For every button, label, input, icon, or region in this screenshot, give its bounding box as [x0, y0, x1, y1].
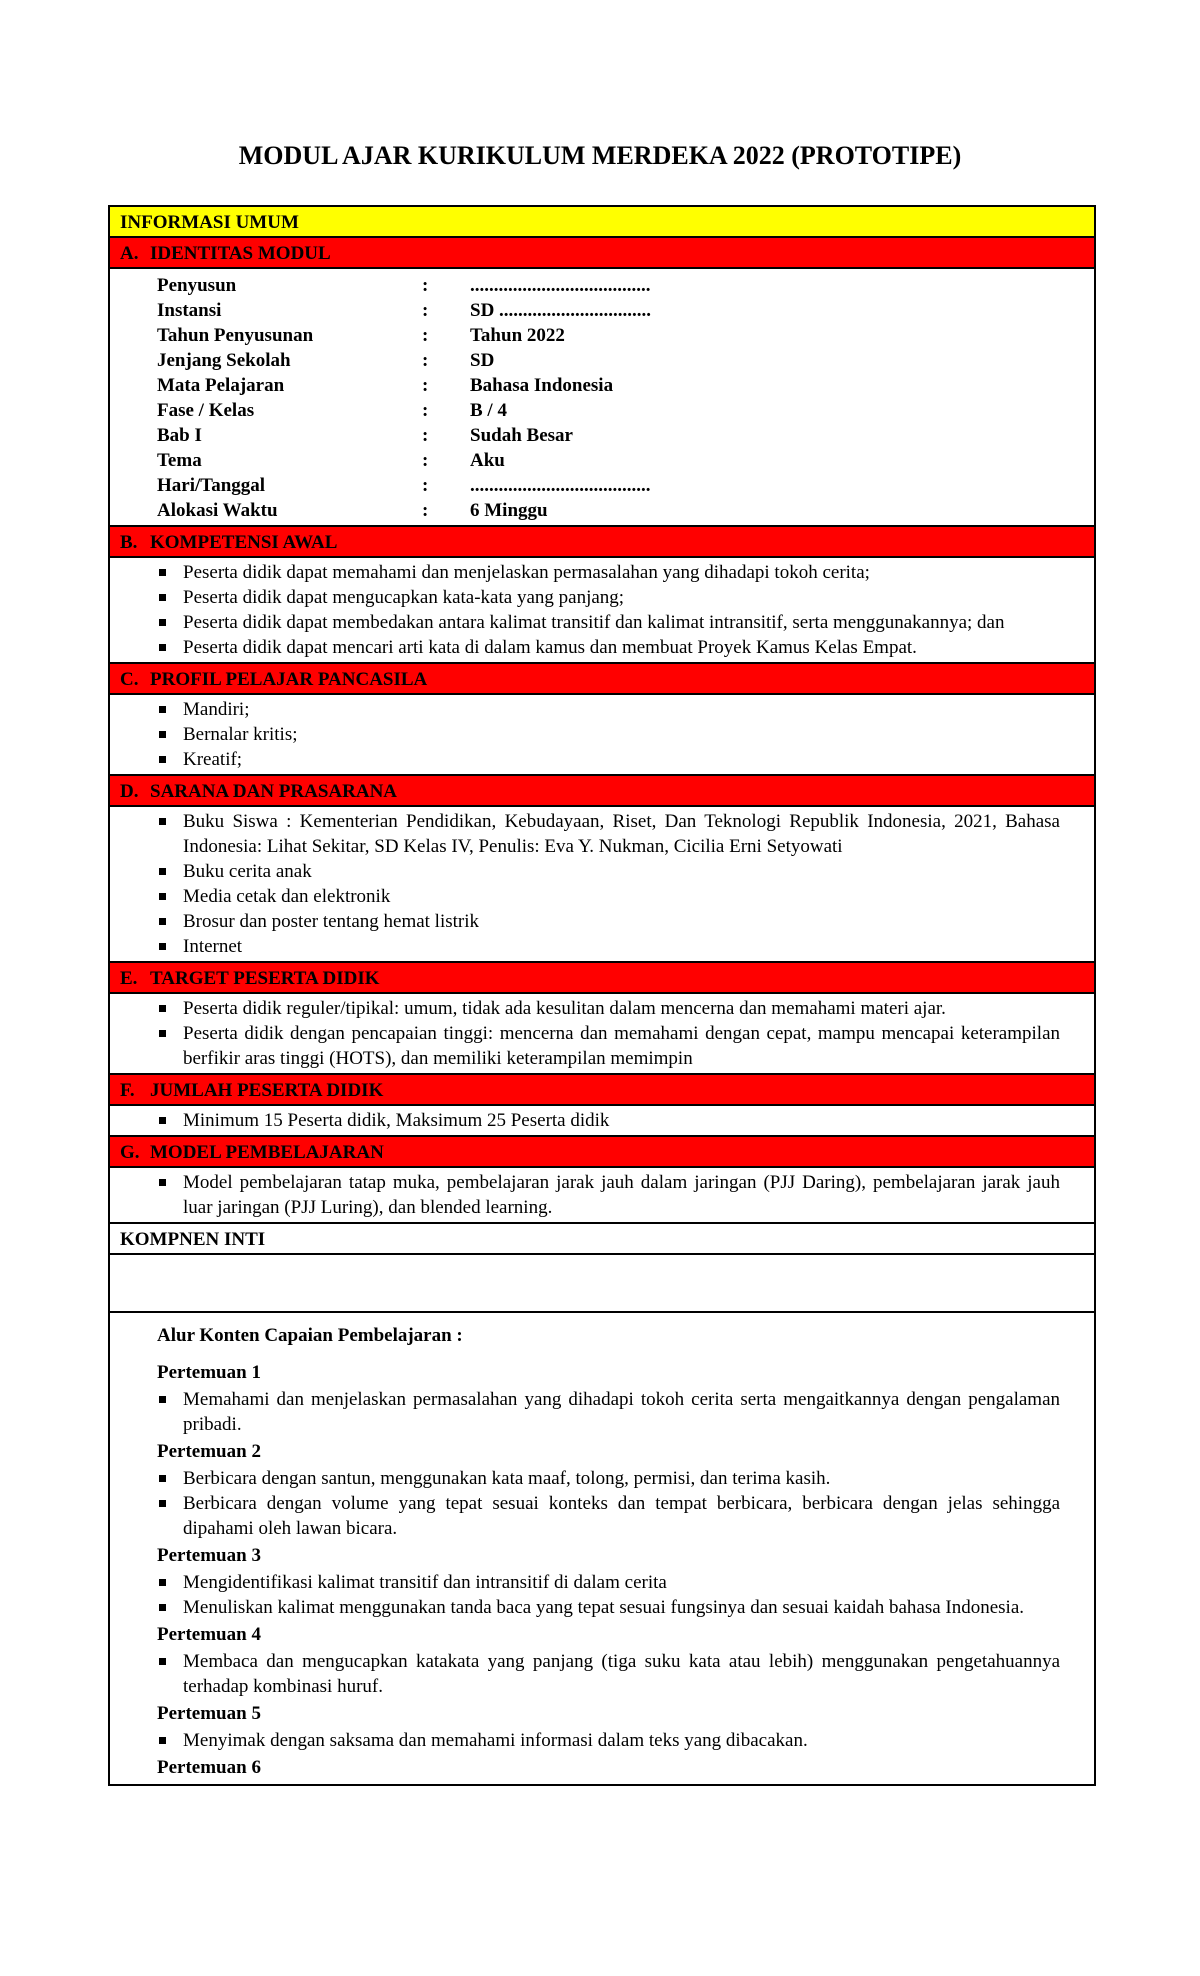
- identitas-value: Aku: [470, 450, 505, 471]
- identitas-row: [157, 373, 1094, 398]
- empty-row: [110, 1255, 1094, 1313]
- list-item: Peserta didik dapat mencari arti kata di dalam kamus dan membuat Proyek Kamus Kelas Empat.: [157, 635, 1060, 660]
- identitas-key: Instansi: [157, 300, 222, 321]
- identitas-row: [157, 423, 1094, 448]
- pertemuan-label: Pertemuan 5: [157, 1703, 261, 1724]
- list-item: Buku Siswa : Kementerian Pendidikan, Kebudayaan, Riset, Dan Teknologi Republik Indonesia, 2021, Bahasa Indonesia: Lihat Sekitar, SD Kelas IV, Penulis: Eva Y. Nukman, Cicilia Erni Setyowati: [157, 809, 1060, 859]
- section-title: PROFIL PELAJAR PANCASILA: [150, 669, 428, 690]
- section-title: IDENTITAS MODUL: [150, 243, 331, 264]
- identitas-key: Fase / Kelas: [157, 400, 255, 421]
- profil-body: [110, 695, 1094, 776]
- identitas-colon: :: [422, 325, 429, 346]
- target-list: [110, 994, 1094, 1073]
- section-title: KOMPETENSI AWAL: [150, 532, 338, 553]
- identitas-value: Bahasa Indonesia: [470, 375, 614, 396]
- kompetensi-awal-body: [110, 558, 1094, 664]
- sarana-body: [110, 807, 1094, 963]
- identitas-colon: :: [422, 450, 429, 471]
- section-title: TARGET PESERTA DIDIK: [150, 968, 380, 989]
- identitas-value: Sudah Besar: [470, 425, 573, 446]
- list-item: Bernalar kritis;: [157, 722, 1060, 747]
- page-title: MODUL AJAR KURIKULUM MERDEKA 2022 (PROTOTIPE): [238, 141, 962, 170]
- section-header-b: [110, 527, 1094, 558]
- pertemuan-label: Pertemuan 1: [157, 1362, 261, 1383]
- section-letter: A.: [120, 243, 139, 264]
- profil-list: [110, 695, 1094, 774]
- identitas-row: [157, 273, 1094, 298]
- kompnen-inti-header: KOMPNEN INTI: [110, 1224, 1094, 1255]
- identitas-colon: :: [422, 275, 429, 296]
- target-body: [110, 994, 1094, 1075]
- section-letter: F.: [120, 1080, 135, 1101]
- pertemuan-label: Pertemuan 3: [157, 1545, 261, 1566]
- pertemuan-list: [157, 1568, 1060, 1622]
- list-item: Media cetak dan elektronik: [157, 884, 1060, 909]
- module-table: [108, 205, 1096, 1786]
- identitas-key: Alokasi Waktu: [157, 500, 278, 521]
- pertemuan-list: [157, 1464, 1060, 1543]
- identitas-colon: :: [422, 375, 429, 396]
- identitas-key: Penyusun: [157, 275, 237, 296]
- identitas-key: Mata Pelajaran: [157, 375, 285, 396]
- identitas-colon: :: [422, 425, 429, 446]
- list-item: Brosur dan poster tentang hemat listrik: [157, 909, 1060, 934]
- list-item: Membaca dan mengucapkan katakata yang panjang (tiga suku kata atau lebih) menggunakan pengetahuannya terhadap kombinasi huruf.: [157, 1649, 1060, 1699]
- list-item: Menyimak dengan saksama dan memahami informasi dalam teks yang dibacakan.: [157, 1728, 1060, 1753]
- model-body: [110, 1168, 1094, 1224]
- list-item: Menuliskan kalimat menggunakan tanda baca yang tepat sesuai fungsinya dan sesuai kaidah bahasa Indonesia.: [157, 1595, 1060, 1620]
- list-item: Mengidentifikasi kalimat transitif dan intransitif di dalam cerita: [157, 1570, 1060, 1595]
- section-letter: E.: [120, 968, 138, 989]
- pertemuan-list: [157, 1647, 1060, 1701]
- identitas-value: SD ................................: [470, 300, 652, 321]
- section-title: SARANA DAN PRASARANA: [150, 781, 398, 802]
- identitas-list: [110, 269, 1094, 527]
- list-item: Mandiri;: [157, 697, 1060, 722]
- section-header-a: [110, 238, 1094, 269]
- model-list: [110, 1168, 1094, 1222]
- identitas-colon: :: [422, 350, 429, 371]
- identitas-row: [157, 473, 1094, 498]
- list-item: Kreatif;: [157, 747, 1060, 772]
- pertemuan-label: Pertemuan 6: [157, 1757, 261, 1778]
- section-title: MODEL PEMBELAJARAN: [150, 1142, 384, 1163]
- section-header-c: [110, 664, 1094, 695]
- identitas-row: [157, 348, 1094, 373]
- list-item: Buku cerita anak: [157, 859, 1060, 884]
- jumlah-list: [110, 1106, 1094, 1135]
- pertemuan-list: [157, 1385, 1060, 1439]
- identitas-row: [157, 298, 1094, 323]
- identitas-row: [157, 448, 1094, 473]
- pertemuan-container: [157, 1360, 1060, 1780]
- list-item: Peserta didik dapat memahami dan menjelaskan permasalahan yang dihadapi tokoh cerita;: [157, 560, 1060, 585]
- jumlah-body: [110, 1106, 1094, 1137]
- identitas-value: ......................................: [470, 275, 651, 296]
- identitas-row: [157, 398, 1094, 423]
- list-item: Peserta didik dengan pencapaian tinggi: mencerna dan memahami dengan cepat, mampu mencapai keterampilan berfikir aras tinggi (HOTS), dan memiliki keterampilan memimpin: [157, 1021, 1060, 1071]
- identitas-value: SD: [470, 350, 495, 371]
- identitas-value: B / 4: [470, 400, 507, 421]
- identitas-key: Jenjang Sekolah: [157, 350, 291, 371]
- informasi-umum-header: INFORMASI UMUM: [110, 207, 1094, 238]
- identitas-row: [157, 498, 1094, 523]
- section-letter: B.: [120, 532, 138, 553]
- section-letter: G.: [120, 1142, 140, 1163]
- identitas-colon: :: [422, 475, 429, 496]
- alur-title: Alur Konten Capaian Pembelajaran :: [157, 1325, 463, 1346]
- identitas-colon: :: [422, 300, 429, 321]
- section-title: JUMLAH PESERTA DIDIK: [150, 1080, 384, 1101]
- section-letter: C.: [120, 669, 139, 690]
- sarana-list: [110, 807, 1094, 961]
- identitas-key: Tema: [157, 450, 202, 471]
- list-item: Internet: [157, 934, 1060, 959]
- list-item: Peserta didik dapat membedakan antara kalimat transitif dan kalimat intransitif, serta menggunakannya; dan: [157, 610, 1060, 635]
- pertemuan-list: [157, 1726, 1060, 1755]
- identitas-value: 6 Minggu: [470, 500, 548, 521]
- list-item: Model pembelajaran tatap muka, pembelajaran jarak jauh dalam jaringan (PJJ Daring), pembelajaran jarak jauh luar jaringan (PJJ Luring), dan blended learning.: [157, 1170, 1060, 1220]
- identitas-key: Bab I: [157, 425, 202, 446]
- section-header-e: [110, 963, 1094, 994]
- identitas-colon: :: [422, 500, 429, 521]
- pertemuan-label: Pertemuan 2: [157, 1441, 261, 1462]
- identitas-value: ......................................: [470, 475, 651, 496]
- section-letter: D.: [120, 781, 139, 802]
- identitas-row: [157, 323, 1094, 348]
- identitas-colon: :: [422, 400, 429, 421]
- list-item: Memahami dan menjelaskan permasalahan yang dihadapi tokoh cerita serta mengaitkannya dengan pengalaman pribadi.: [157, 1387, 1060, 1437]
- identitas-value: Tahun 2022: [470, 325, 565, 346]
- pertemuan-label: Pertemuan 4: [157, 1624, 261, 1645]
- list-item: Minimum 15 Peserta didik, Maksimum 25 Peserta didik: [157, 1108, 1060, 1133]
- list-item: Berbicara dengan santun, menggunakan kata maaf, tolong, permisi, dan terima kasih.: [157, 1466, 1060, 1491]
- identitas-key: Tahun Penyusunan: [157, 325, 314, 346]
- alur-konten: [110, 1313, 1094, 1786]
- section-header-f: [110, 1075, 1094, 1106]
- identitas-key: Hari/Tanggal: [157, 475, 266, 496]
- list-item: Berbicara dengan volume yang tepat sesuai konteks dan tempat berbicara, berbicara dengan jelas sehingga dipahami oleh lawan bicara.: [157, 1491, 1060, 1541]
- section-header-d: [110, 776, 1094, 807]
- list-item: Peserta didik reguler/tipikal: umum, tidak ada kesulitan dalam mencerna dan memahami materi ajar.: [157, 996, 1060, 1021]
- kompetensi-awal-list: [110, 558, 1094, 662]
- section-header-g: [110, 1137, 1094, 1168]
- list-item: Peserta didik dapat mengucapkan kata-kata yang panjang;: [157, 585, 1060, 610]
